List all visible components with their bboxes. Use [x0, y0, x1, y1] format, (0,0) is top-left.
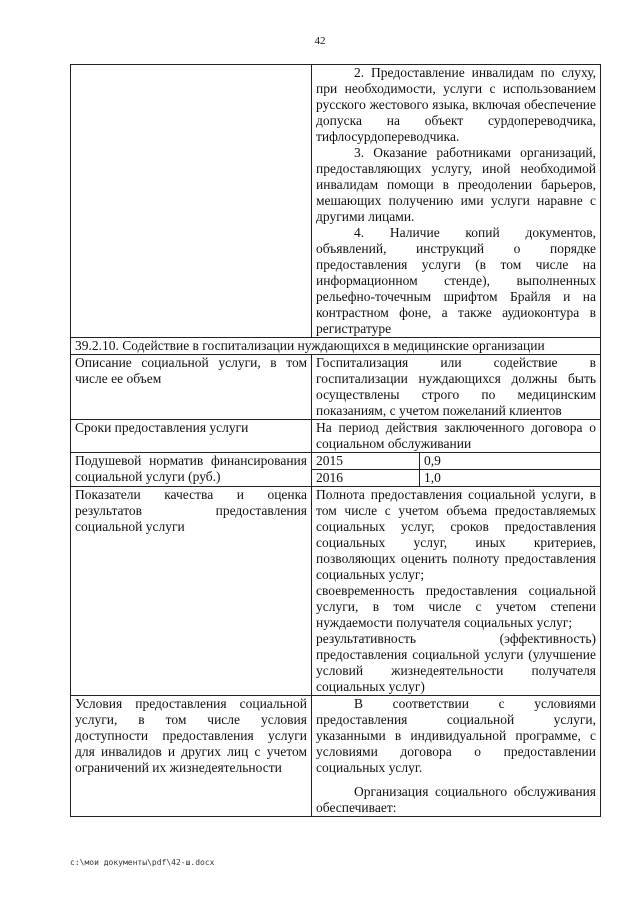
quality-value: [312, 487, 601, 696]
conditions-label: Условия предоставления социальной услуги, в том числе условия доступности предоставления услуги для инвалидов и других лиц с учетом ограничений их жизнедеятельности: [71, 696, 312, 817]
file-path-footer: c:\мои документы\pdf\42-ш.docx: [70, 858, 215, 867]
table-row: [71, 338, 601, 355]
list-item: результативность (эффективность) предоставления социальной услуги (улучшение условий жизнедеятельности получателя социальных услуг): [316, 631, 597, 694]
description-label: Описание социальной услуги, в том числе ее объем: [71, 355, 312, 420]
financing-amount: 1,0: [420, 470, 601, 487]
table-row: [71, 696, 601, 817]
conditions-value: [312, 696, 601, 817]
description-value: Госпитализация или содействие в госпитализации нуждающихся должны быть осуществлены строго по медицинским показаниям, с учетом пожеланий клиентов: [312, 355, 601, 420]
table-row: [71, 65, 601, 338]
list-item: Полнота предоставления социальной услуги, в том числе с учетом объема предоставляемых социальных услуг, сроков предоставления социальных услуг, иных критериев, позволяющих оценить полноту предоставления социальных услуг;: [316, 487, 597, 582]
continuation-cell: [312, 65, 601, 338]
financing-label: Подушевой норматив финансирования социальной услуги (руб.): [71, 453, 312, 487]
empty-cell: [71, 65, 312, 338]
list-item: 4. Наличие копий документов, объявлений, инструкций о порядке предоставления услуги (в том числе на информационном стенде), выполненных рельефно-точечным шрифтом Брайля и на контрастном фоне, а также аудиоконтура в регистратуре: [316, 225, 597, 336]
table-row: [71, 420, 601, 453]
financing-amount: 0,9: [420, 453, 601, 470]
financing-year: 2016: [312, 470, 420, 487]
page-number: 42: [314, 35, 326, 47]
list-item: 2. Предоставление инвалидам по слуху, при необходимости, услуги с использованием русского жестового языка, включая обеспечение допуска на объект сурдопереводчика, тифлосурдопереводчика.: [316, 65, 597, 144]
table-row: [71, 487, 601, 696]
table-row: [71, 355, 601, 420]
quality-label: Показатели качества и оценка результатов предоставления социальной услуги: [71, 487, 312, 696]
terms-value: На период действия заключенного договора о социальном обслуживании: [312, 420, 601, 453]
list-item: 3. Оказание работниками организаций, предоставляющих услугу, иной необходимой инвалидам помощи в преодолении барьеров, мешающих получению ими услуги наравне с другими лицами.: [316, 145, 597, 224]
terms-label: Сроки предоставления услуги: [71, 420, 312, 453]
list-item: Организация социального обслуживания обеспечивает:: [316, 784, 597, 815]
list-item: В соответствии с условиями предоставления социальной услуги, указанными в индивидуальной программе, с условиями договора о предоставлении социальных услуг.: [316, 696, 597, 775]
list-item: своевременность предоставления социальной услуги, в том числе с учетом степени нуждаемости получателя социальных услуг;: [316, 583, 597, 630]
financing-year: 2015: [312, 453, 420, 470]
table-row: [71, 453, 601, 470]
section-heading: 39.2.10. Содействие в госпитализации нуждающихся в медицинские организации: [71, 338, 601, 355]
service-table: [70, 64, 601, 817]
